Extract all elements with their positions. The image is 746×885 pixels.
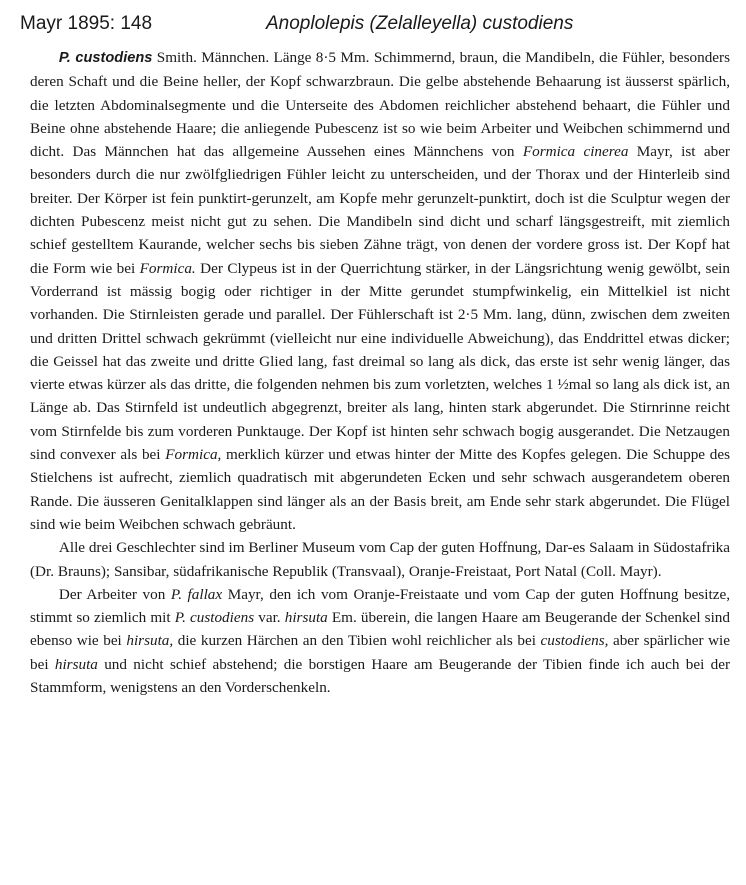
italic-taxon: hirsuta — [54, 655, 98, 673]
italic-taxon: Formica cinerea — [522, 143, 629, 161]
italic-taxon: custodiens, — [540, 632, 609, 650]
document-body — [30, 46, 730, 699]
text-run: aber spärlicher wie bei — [30, 632, 731, 673]
taxon-name: Anoplolepis (Zelalleyella) custodiens — [266, 13, 574, 34]
italic-taxon: P. custodiens — [174, 609, 255, 627]
text-run: var. — [254, 609, 285, 627]
text-run: Der Arbeiter von — [58, 585, 171, 603]
species-name: P. custodiens — [58, 50, 153, 66]
italic-taxon: Formica. — [139, 259, 196, 277]
text-run: merklich kürzer und etwas hinter der Mitte des Kopfes gelegen. Die Schuppe des Stielchens ist aufrecht, ziemlich quadratisch mit abgerundeten Ecken und sehr schwach ausgerandetem oberen Rande. Die äusseren Genitalklappen sind länger als an der Basis breit, am Ende sehr stark abgerundet. Die Flügel sind wie beim Weibchen schwach gebräunt. — [30, 446, 730, 533]
paragraph-description — [30, 46, 730, 536]
italic-taxon: hirsuta, — [126, 632, 174, 650]
italic-taxon: hirsuta — [284, 609, 328, 627]
page-header — [20, 13, 726, 39]
text-run: und nicht schief abstehend; die borstigen Haare am Beugerande der Tibien finde ich auch bei der Stammform, wenigstens an den Vorderschenkeln. — [30, 655, 730, 697]
text-run: Em. überein, die langen Haare am Beugerande der Schenkel sind ebenso wie bei — [30, 609, 730, 650]
paragraph-comparison — [30, 583, 730, 699]
text-run: Mayr, ist aber besonders durch die nur zwölfgliedrigen Fühler leicht zu unterscheiden, und der Thorax und der Hinterleib sind breiter. Der Körper ist fein punktirt-gerunzelt, am Kopfe mehr gerunzelt-punktirt, doch ist die Sculptur wegen der dichten Pubescenz meist nicht gut zu sehen. Die Mandibeln sind dicht und scharf längsgestreift, mit ziemlich schief gestelltem Kaurande, welcher sechs bis sieben Zähne trägt, von denen der vordere gross ist. Der Kopf hat die Form wie bei — [30, 143, 730, 277]
text-run: die kurzen Härchen an den Tibien wohl reichlicher als bei — [173, 632, 541, 650]
text-run: Der Clypeus ist in der Querrichtung stärker, in der Längsrichtung wenig gewölbt, sein Vorderrand ist mässig bogig oder richtiger in der Mitte gerundet stumpfwinkelig, ein Mittelkiel ist nicht vorhanden. Die Stirnleisten gerade und parallel. Der Fühlerschaft ist 2·5 Mm. lang, dünn, zwischen dem zweiten und dritten Drittel schwach gekrümmt (vielleicht nur eine individuelle Abweichung), das Enddrittel etwas dicker; die Geissel hat das zweite und dritte Glied lang, fast dreimal so lang als dick, das erste ist sehr wenig länger, das vierte etwas kürzer als das dritte, die folgenden nehmen bis zum vorletzten, welches 1 ½mal so lang als dick ist, an Länge ab. Das Stirnfeld ist undeutlich abgegrenzt, breiter als lang, hinten stark abgerundet. Die Stirnrinne reicht vom Stirnfelde bis zum vorderen Punktauge. Der Kopf ist hinten sehr schwach bogig ausgerandet. Die Netzaugen sind convexer als bei — [30, 259, 730, 464]
italic-taxon: P. fallax — [170, 585, 223, 603]
text-run: Alle drei Geschlechter sind im Berliner Museum vom Cap der guten Hoffnung, Dar-es Salaam in Südostafrika (Dr. Brauns); Sansibar, südafrikanische Republik (Transvaal), Oranje-Freistaat, Port Natal (Coll. Mayr). — [30, 539, 730, 580]
text-run: Mayr, den ich vom Oranje-Freistaate und vom Cap der guten Hoffnung besitze, stimmt so ziemlich mit — [30, 585, 730, 627]
text-run: Smith. Männchen. Länge 8·5 Mm. Schimmernd, braun, die Mandibeln, die Fühler, besonders deren Schaft und die Beine heller, der Kopf schwarzbraun. Die gelbe abstehende Behaarung ist äusserst spärlich, die letzten Abdominalsegmente und die Unterseite des Abdomen reichlicher abstehend behaart, die Fühler und Beine ohne abstehende Haare; die anliegende Pubescenz ist so wie beim Arbeiter und Weibchen schimmernd und dicht. Das Männchen hat das allgemeine Aussehen eines Männchens von — [30, 49, 730, 161]
paragraph-distribution — [30, 536, 730, 583]
citation-reference: Mayr 1895: 148 — [20, 13, 153, 34]
italic-taxon: Formica, — [165, 446, 222, 464]
